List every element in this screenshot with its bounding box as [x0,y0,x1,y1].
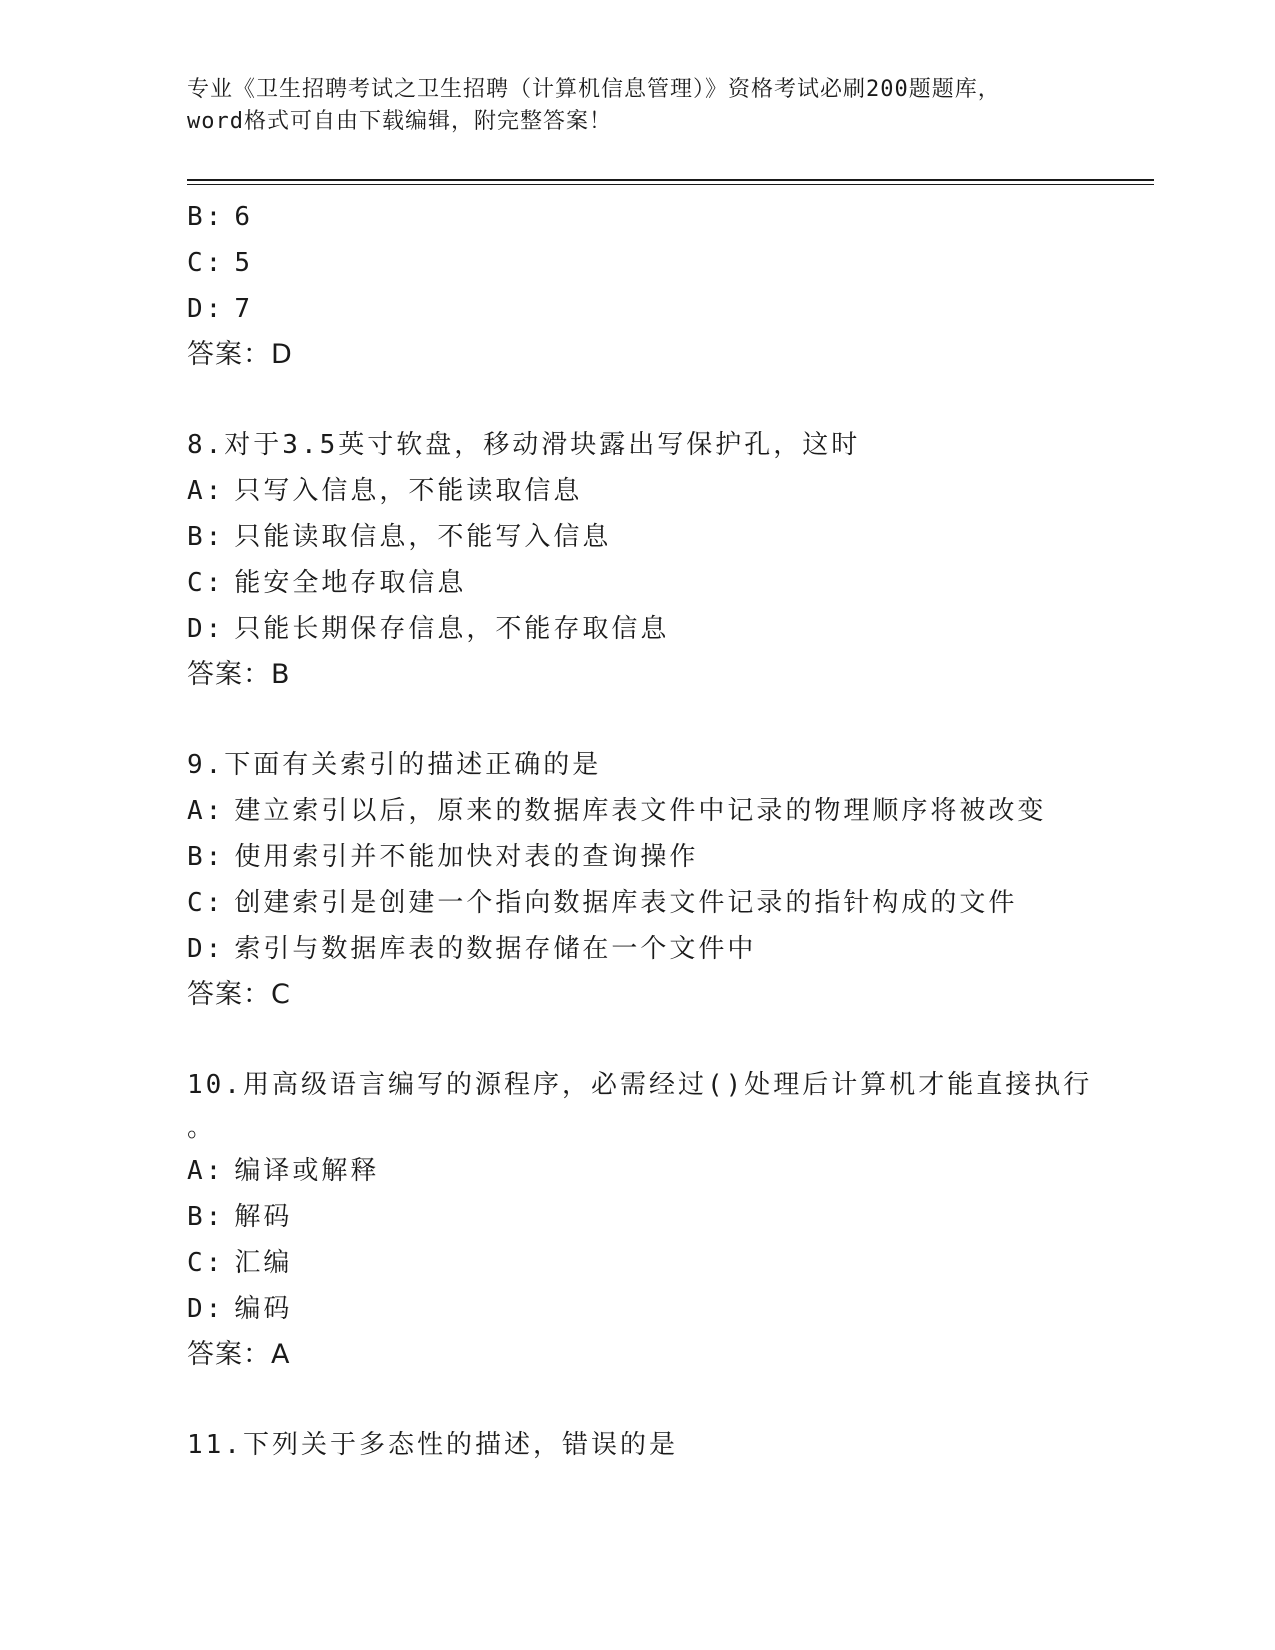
option-letter: B: [187,522,225,552]
document-header [187,74,1087,138]
option-d [187,286,1087,332]
option-c [187,240,1087,286]
question-stem-continuation: 。 [187,1113,217,1143]
option-letter: B: [187,1202,225,1232]
option-c [187,560,1087,606]
option-a [187,788,1087,834]
question-stem: 8.对于3.5英寸软盘，移动滑块露出写保护孔，这时 [187,430,861,460]
option-text: 5 [234,248,253,278]
option-b [187,514,1087,560]
answer-line: 答案：A [187,1339,291,1370]
option-letter: A: [187,1156,225,1186]
option-text: 只写入信息，不能读取信息 [234,476,583,506]
option-letter: C: [187,888,225,918]
option-text: 建立索引以后，原来的数据库表文件中记录的物理顺序将被改变 [234,796,1047,826]
option-text: 编码 [234,1294,293,1324]
question-stem: 10.用高级语言编写的源程序，必需经过()处理后计算机才能直接执行 [187,1070,1093,1100]
option-b [187,194,1087,240]
header-divider-thin [187,184,1154,185]
option-d [187,1286,1087,1332]
option-c [187,880,1087,926]
answer-line: 答案：B [187,659,291,690]
header-title-line-1: 专业《卫生招聘考试之卫生招聘（计算机信息管理）》资格考试必刷200题题库， [187,77,1001,102]
answer-line: 答案：D [187,339,293,370]
option-text: 索引与数据库表的数据存储在一个文件中 [234,934,757,964]
option-b [187,834,1087,880]
option-a [187,468,1087,514]
option-letter: D: [187,934,225,964]
option-text: 只能读取信息，不能写入信息 [234,522,612,552]
option-letter: D: [187,294,225,324]
option-text: 只能长期保存信息，不能存取信息 [234,614,670,644]
option-b [187,1194,1087,1240]
option-c [187,1240,1087,1286]
option-text: 解码 [234,1202,293,1232]
option-text: 编译或解释 [234,1156,380,1186]
option-a [187,1148,1087,1194]
option-letter: A: [187,796,225,826]
option-letter: B: [187,202,225,232]
option-letter: C: [187,1248,225,1278]
option-text: 使用索引并不能加快对表的查询操作 [234,842,699,872]
question-stem: 11.下列关于多态性的描述，错误的是 [187,1430,678,1460]
option-text: 能安全地存取信息 [234,568,467,598]
option-text: 7 [234,294,253,324]
header-divider-thick [187,179,1154,181]
option-letter: A: [187,476,225,506]
option-letter: C: [187,568,225,598]
question-stem: 9.下面有关索引的描述正确的是 [187,750,602,780]
answer-line: 答案：C [187,979,291,1010]
option-letter: D: [187,1294,225,1324]
option-text: 6 [234,202,253,232]
option-letter: D: [187,614,225,644]
header-title-line-2: word格式可自由下载编辑，附完整答案！ [187,109,612,134]
option-letter: B: [187,842,225,872]
option-d [187,606,1087,652]
option-text: 创建索引是创建一个指向数据库表文件记录的指针构成的文件 [234,888,1018,918]
option-letter: C: [187,248,225,278]
option-text: 汇编 [234,1248,293,1278]
question-list [187,194,1093,1468]
option-d [187,926,1087,972]
